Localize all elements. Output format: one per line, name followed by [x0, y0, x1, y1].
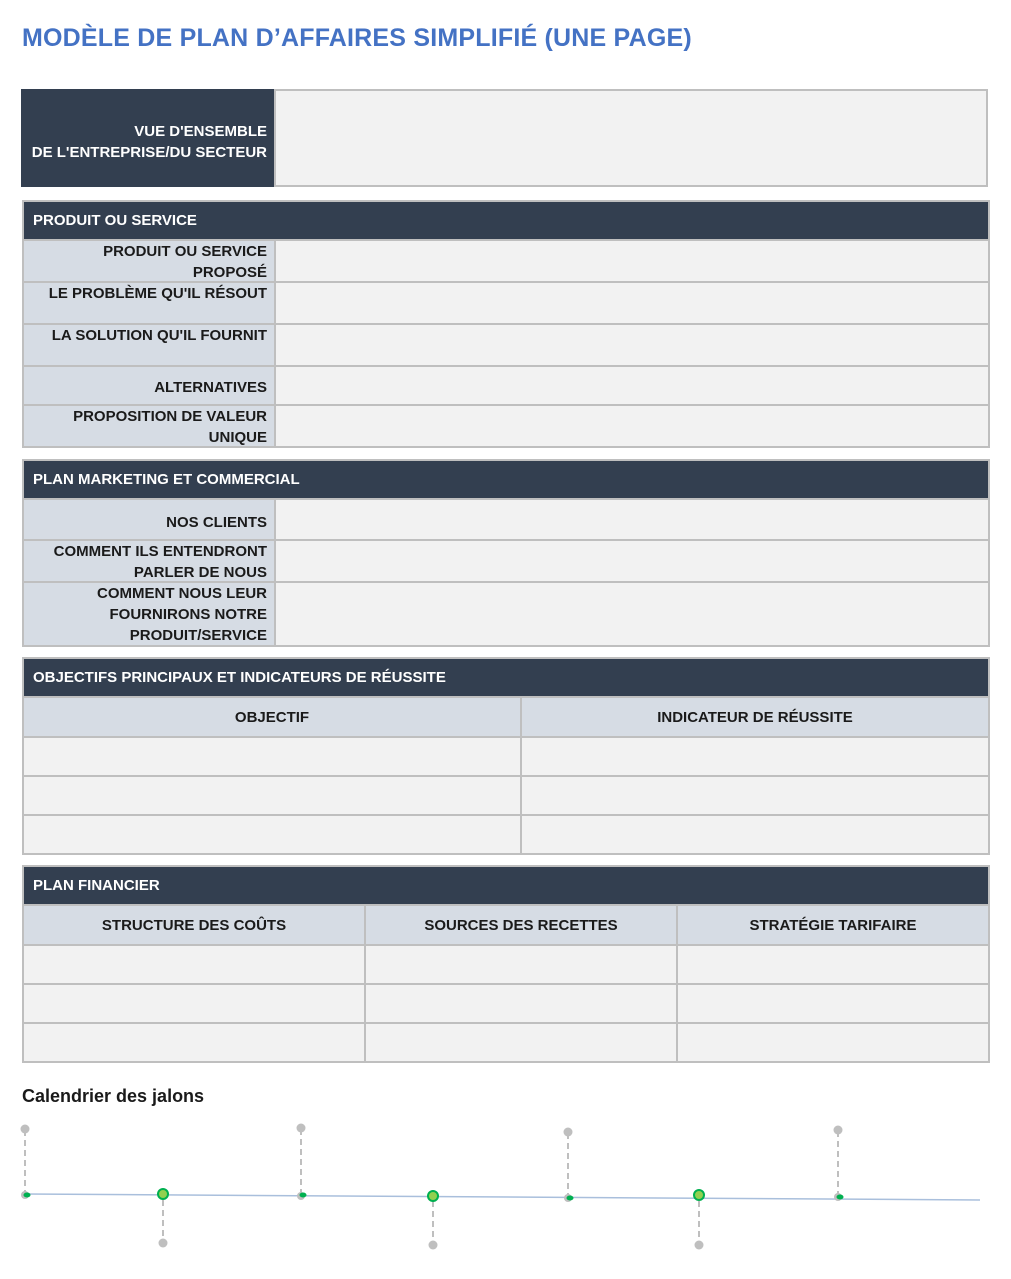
row-label-line: PARLER DE NOUS: [133, 564, 267, 581]
cost-structure-cell[interactable]: [24, 946, 364, 983]
financial-section: [22, 865, 990, 1063]
row-label-line: LE PROBLÈME QU'IL RÉSOUT: [48, 285, 267, 302]
column-header-pricing-strategy: STRATÉGIE TARIFAIRE: [676, 906, 988, 944]
financial-section-header: PLAN FINANCIER: [24, 867, 988, 904]
objective-cell[interactable]: [24, 738, 520, 775]
marketing-row-clients: [24, 498, 988, 539]
row-label: [24, 325, 274, 365]
milestone-marker-down[interactable]: [428, 1191, 438, 1250]
overview-label: [21, 89, 274, 187]
product-alternatives-input[interactable]: [274, 367, 988, 404]
table-row: [24, 775, 988, 814]
table-row: [24, 983, 988, 1022]
column-header-cost-structure: STRUCTURE DES COÛTS: [24, 906, 364, 944]
column-header-revenue-sources: SOURCES DES RECETTES: [364, 906, 676, 944]
row-label-line: PRODUIT/SERVICE: [129, 627, 267, 644]
financial-header-row: [24, 904, 988, 944]
revenue-sources-cell[interactable]: [364, 985, 676, 1022]
table-row: [24, 944, 988, 983]
marketing-clients-input[interactable]: [274, 500, 988, 539]
table-row: [24, 736, 988, 775]
row-label-line: COMMENT NOUS LEUR: [97, 585, 267, 602]
product-section: [22, 200, 990, 448]
product-value-proposition-input[interactable]: [274, 406, 988, 446]
row-label: [24, 541, 274, 581]
row-label-line: COMMENT ILS ENTENDRONT: [53, 543, 267, 560]
milestone-marker-up[interactable]: [564, 1128, 574, 1203]
product-row-alternatives: [24, 365, 988, 404]
product-row-value-proposition: [24, 404, 988, 446]
row-label: [24, 500, 274, 539]
overview-block: [21, 89, 988, 187]
revenue-sources-cell[interactable]: [364, 946, 676, 983]
product-problem-input[interactable]: [274, 283, 988, 323]
column-header-indicator: INDICATEUR DE RÉUSSITE: [520, 698, 988, 736]
row-label-line: PRODUIT OU SERVICE: [103, 243, 267, 260]
overview-label-line1: VUE D'ENSEMBLE: [134, 123, 267, 140]
pricing-strategy-cell[interactable]: [676, 1024, 988, 1061]
row-label: [24, 367, 274, 404]
indicator-cell[interactable]: [520, 816, 988, 853]
objectives-header-row: [24, 696, 988, 736]
cost-structure-cell[interactable]: [24, 1024, 364, 1061]
column-header-objective: OBJECTIF: [24, 698, 520, 736]
row-label: [24, 406, 274, 446]
milestone-timeline: [0, 1110, 1011, 1279]
timeline-title: Calendrier des jalons: [22, 1086, 205, 1106]
row-label-line: PROPOSÉ: [192, 264, 267, 281]
milestone-marker-down[interactable]: [694, 1190, 704, 1250]
objectives-section: [22, 657, 990, 855]
indicator-cell[interactable]: [520, 777, 988, 814]
page-title: MODÈLE DE PLAN D’AFFAIRES SIMPLIFIÉ (UNE PAGE): [22, 24, 692, 52]
row-label-line: ALTERNATIVES: [154, 379, 267, 396]
objectives-section-header: OBJECTIFS PRINCIPAUX ET INDICATEURS DE RÉUSSITE: [24, 659, 988, 696]
product-proposed-input[interactable]: [274, 241, 988, 281]
milestone-marker-up[interactable]: [834, 1126, 844, 1202]
row-label-line: FOURNIRONS NOTRE: [109, 606, 267, 623]
milestone-marker-down[interactable]: [158, 1189, 168, 1248]
marketing-section-header: PLAN MARKETING ET COMMERCIAL: [24, 461, 988, 498]
product-row-problem: [24, 281, 988, 323]
marketing-awareness-input[interactable]: [274, 541, 988, 581]
row-label-line: PROPOSITION DE VALEUR: [73, 408, 267, 425]
objective-cell[interactable]: [24, 777, 520, 814]
marketing-row-awareness: [24, 539, 988, 581]
row-label: [24, 283, 274, 323]
overview-label-line2: DE L'ENTREPRISE/DU SECTEUR: [31, 144, 267, 161]
row-label-line: UNIQUE: [208, 429, 267, 446]
product-solution-input[interactable]: [274, 325, 988, 365]
pricing-strategy-cell[interactable]: [676, 985, 988, 1022]
product-row-solution: [24, 323, 988, 365]
milestone-marker-up[interactable]: [297, 1124, 307, 1201]
row-label: [24, 583, 274, 645]
milestone-marker-up[interactable]: [21, 1125, 31, 1200]
row-label-line: LA SOLUTION QU'IL FOURNIT: [51, 327, 267, 344]
overview-input[interactable]: [274, 89, 988, 187]
cost-structure-cell[interactable]: [24, 985, 364, 1022]
indicator-cell[interactable]: [520, 738, 988, 775]
table-row: [24, 1022, 988, 1061]
product-row-proposed: [24, 239, 988, 281]
revenue-sources-cell[interactable]: [364, 1024, 676, 1061]
row-label: [24, 241, 274, 281]
row-label-line: NOS CLIENTS: [166, 514, 267, 531]
marketing-row-delivery: [24, 581, 988, 645]
pricing-strategy-cell[interactable]: [676, 946, 988, 983]
table-row: [24, 814, 988, 853]
product-section-header: PRODUIT OU SERVICE: [24, 202, 988, 239]
marketing-delivery-input[interactable]: [274, 583, 988, 645]
objective-cell[interactable]: [24, 816, 520, 853]
marketing-section: [22, 459, 990, 647]
